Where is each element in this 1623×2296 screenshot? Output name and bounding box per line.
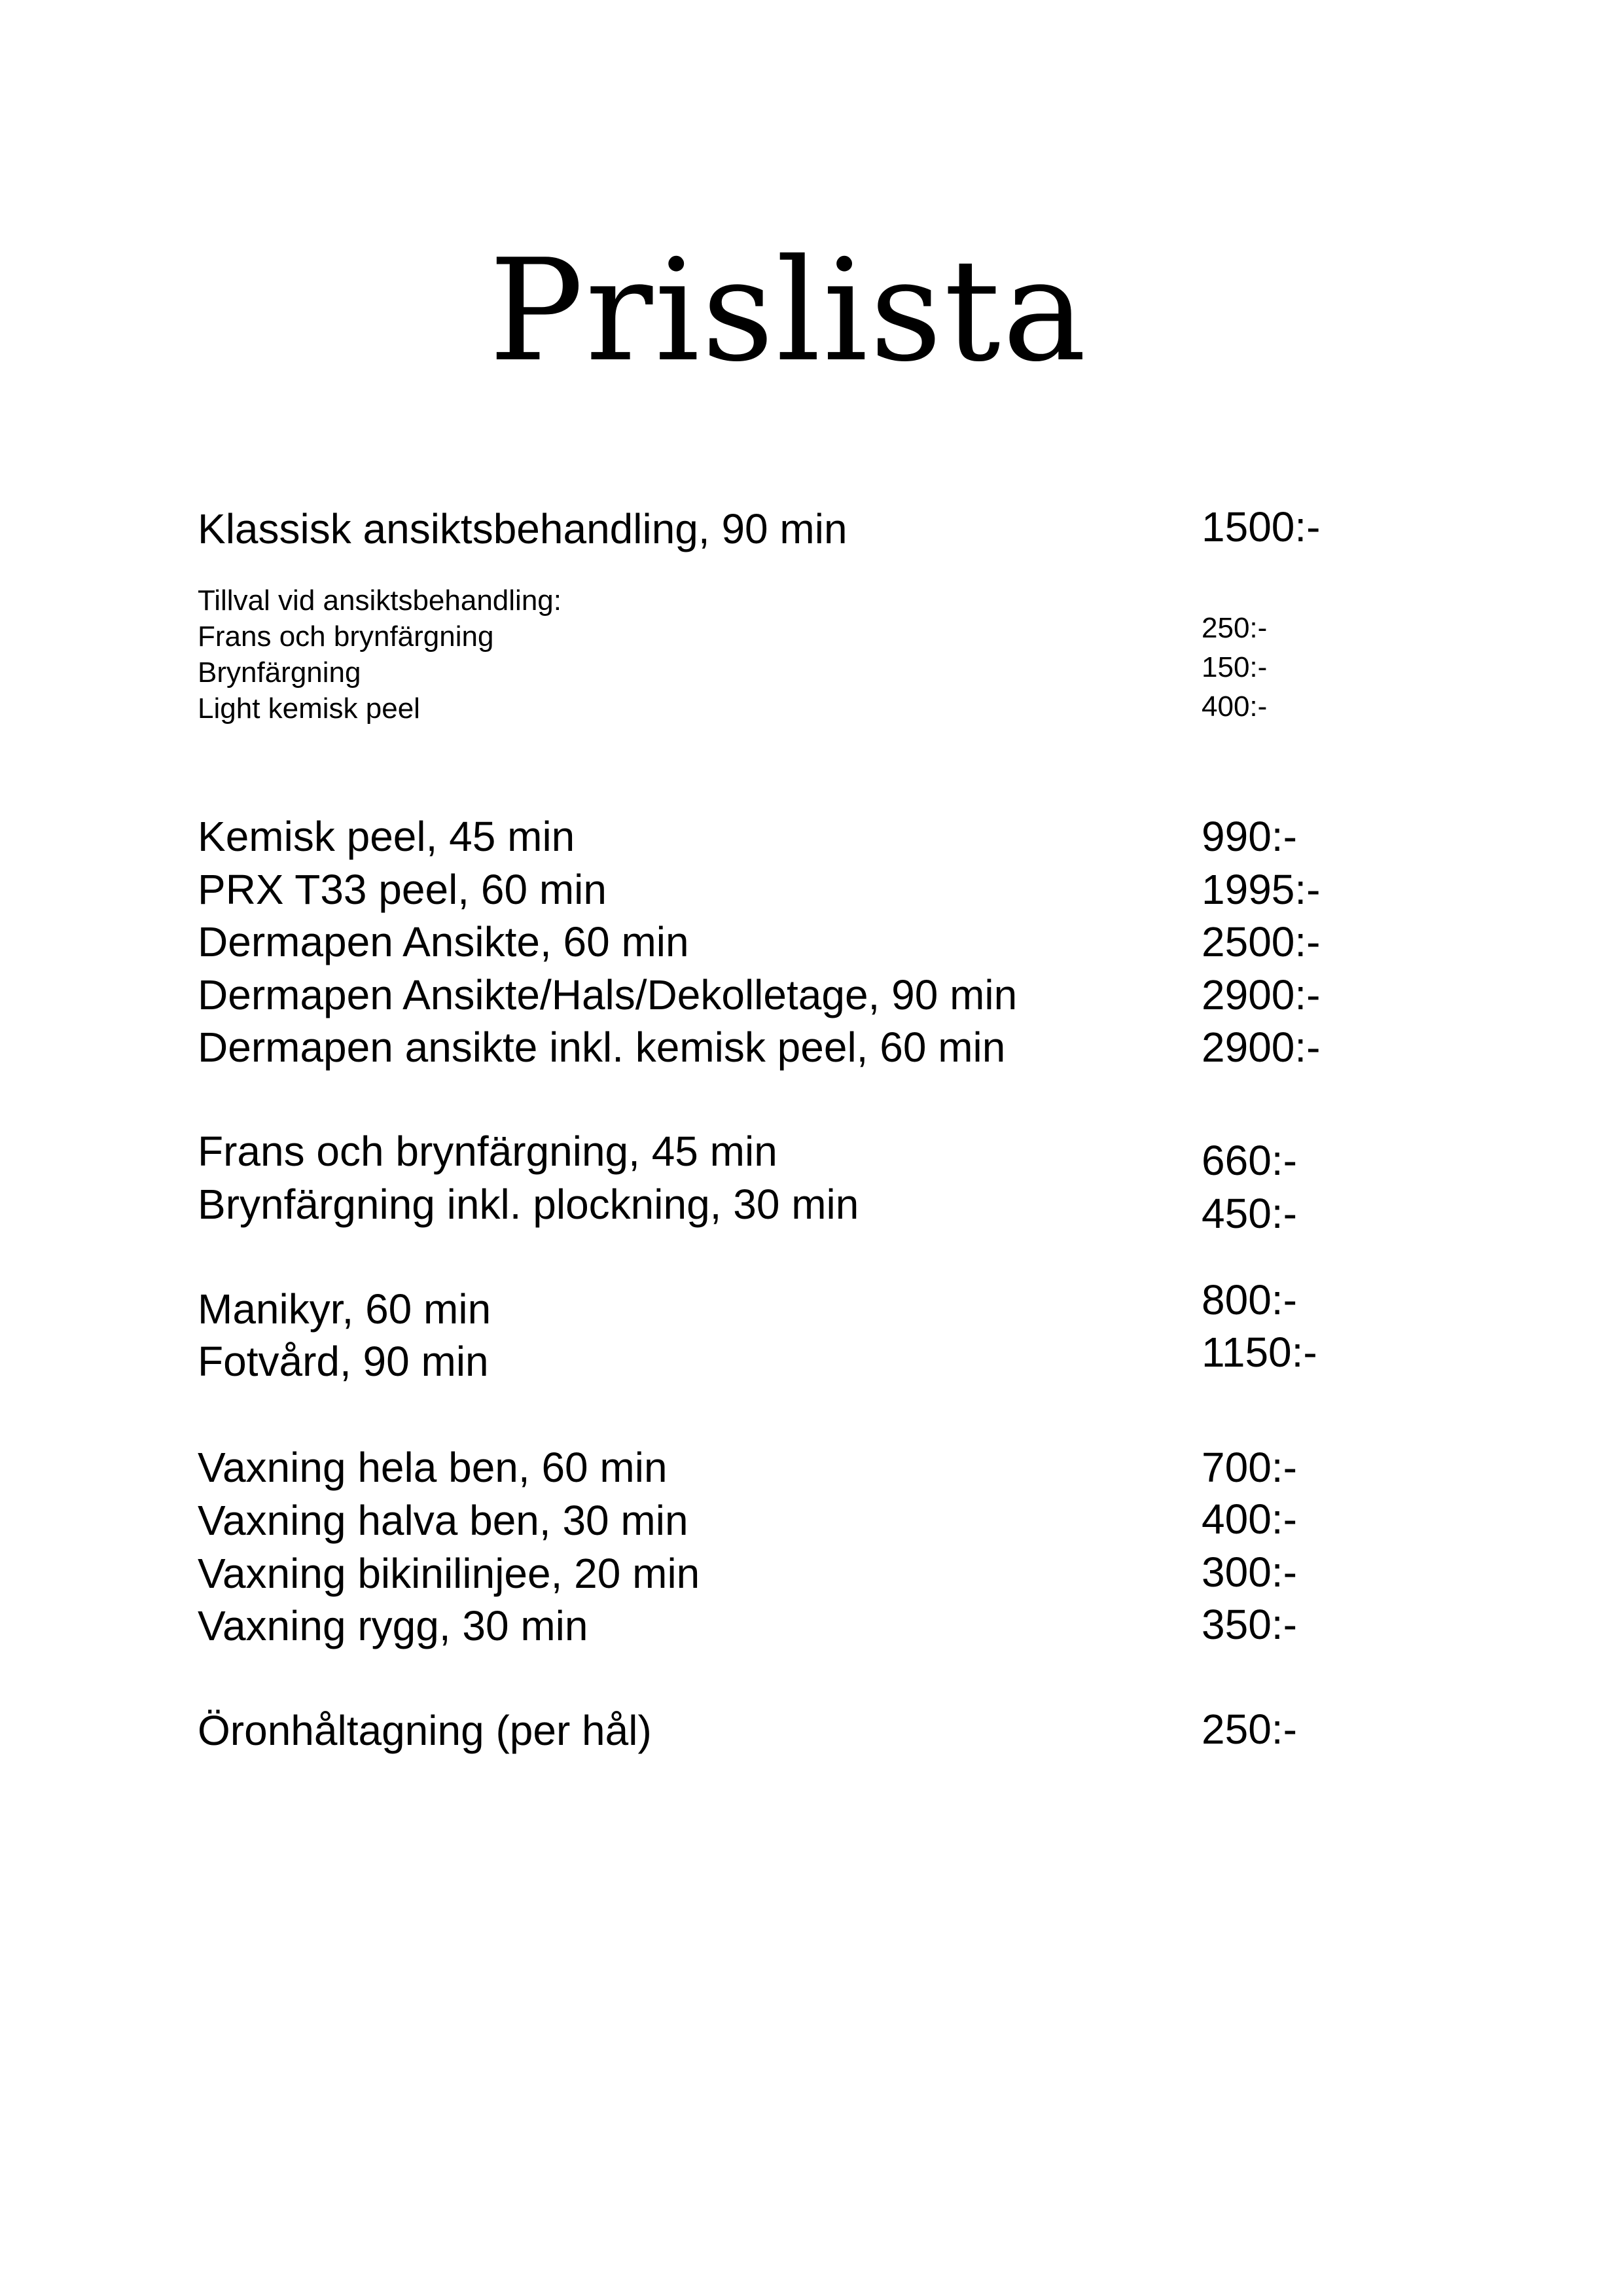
addon-item-name: Frans och brynfärgning bbox=[198, 620, 494, 653]
price-item-price: 2500:- bbox=[1202, 918, 1321, 965]
price-item-name: Frans och brynfärgning, 45 min bbox=[198, 1128, 777, 1175]
page-title: Prislista bbox=[489, 228, 1088, 393]
main-treatment-price: 1500:- bbox=[1202, 503, 1321, 550]
price-item-name: PRX T33 peel, 60 min bbox=[198, 866, 607, 913]
price-item-name: Öronhåltagning (per hål) bbox=[198, 1707, 652, 1754]
price-item-price: 2900:- bbox=[1202, 1024, 1321, 1071]
addon-item-name: Light kemisk peel bbox=[198, 692, 420, 725]
price-item-price: 2900:- bbox=[1202, 971, 1321, 1018]
price-item-price: 250:- bbox=[1202, 1706, 1297, 1753]
addons-heading: Tillval vid ansiktsbehandling: bbox=[198, 584, 562, 617]
price-item-price: 700:- bbox=[1202, 1444, 1297, 1491]
price-item-price: 660:- bbox=[1202, 1137, 1297, 1184]
price-item-name: Dermapen ansikte inkl. kemisk peel, 60 min bbox=[198, 1024, 1006, 1071]
price-item-name: Vaxning bikinilinjee, 20 min bbox=[198, 1550, 700, 1597]
price-item-name: Brynfärgning inkl. plockning, 30 min bbox=[198, 1181, 859, 1228]
price-item-name: Kemisk peel, 45 min bbox=[198, 813, 575, 860]
addon-item-name: Brynfärgning bbox=[198, 656, 361, 689]
price-item-price: 800:- bbox=[1202, 1276, 1297, 1323]
price-item-name: Dermapen Ansikte/Hals/Dekolletage, 90 min bbox=[198, 971, 1018, 1018]
price-item-price: 300:- bbox=[1202, 1549, 1297, 1596]
main-treatment-name: Klassisk ansiktsbehandling, 90 min bbox=[198, 505, 847, 552]
price-item-price: 350:- bbox=[1202, 1601, 1297, 1648]
price-item-name: Dermapen Ansikte, 60 min bbox=[198, 918, 689, 965]
price-item-name: Vaxning rygg, 30 min bbox=[198, 1602, 588, 1649]
price-item-name: Manikyr, 60 min bbox=[198, 1285, 491, 1333]
price-item-price: 1995:- bbox=[1202, 866, 1321, 913]
addon-item-price: 400:- bbox=[1202, 691, 1268, 723]
price-item-name: Vaxning hela ben, 60 min bbox=[198, 1444, 668, 1491]
addon-item-price: 250:- bbox=[1202, 612, 1268, 644]
price-item-price: 450:- bbox=[1202, 1190, 1297, 1237]
price-item-price: 990:- bbox=[1202, 813, 1297, 860]
price-item-name: Vaxning halva ben, 30 min bbox=[198, 1497, 688, 1544]
price-item-price: 400:- bbox=[1202, 1496, 1297, 1543]
price-item-price: 1150:- bbox=[1202, 1329, 1317, 1376]
addon-item-price: 150:- bbox=[1202, 651, 1268, 683]
price-item-name: Fotvård, 90 min bbox=[198, 1338, 489, 1385]
